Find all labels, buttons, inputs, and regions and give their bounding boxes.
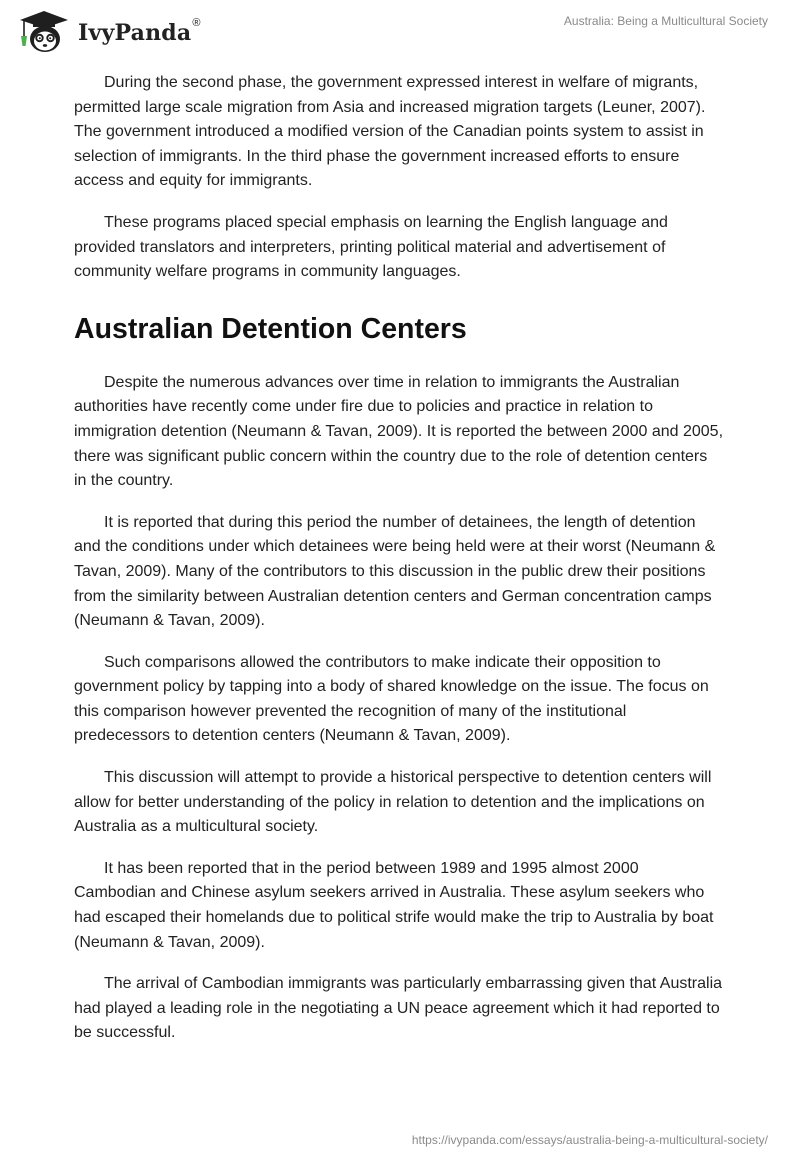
paragraph-3: Despite the numerous advances over time in relation to immigrants the Australian authorities have recently come under fire due to policies and practice in relation to immigration detention (Neumann & Tavan, 2009). It is reported the between 2000 and 2005, there was significant public concern within the country due to the role of detention centers in the country. bbox=[74, 373, 724, 490]
document-title: Australia: Being a Multicultural Society bbox=[563, 14, 768, 28]
page-header bbox=[0, 0, 800, 64]
brand-name: IvyPanda bbox=[78, 20, 192, 46]
paragraph-1: During the second phase, the government expressed interest in welfare of migrants, permitted large scale migration from Asia and increased migration targets (Leuner, 2007). The government introduced a modified version of the Canadian points system to assist in selection of immigrants. In the third phase the government increased efforts to ensure access and equity for immigrants. bbox=[74, 74, 706, 190]
panda-graduate-icon bbox=[16, 8, 72, 56]
paragraph-8: The arrival of Cambodian immigrants was particularly embarrassing given that Australia had played a leading role in the negotiating a UN peace agreement which it had reported to be successful. bbox=[74, 975, 723, 1042]
source-url[interactable]: https://ivypanda.com/essays/australia-being-a-multicultural-society/ bbox=[411, 1133, 768, 1147]
ivypanda-logo[interactable] bbox=[16, 8, 200, 56]
paragraph-4: It is reported that during this period the number of detainees, the length of detention and the conditions under which detainees were being held were at their worst (Neumann & Tavan, 2009). Many of the contributors to this discussion in the public drew their positions from the similarity between Australian detention centers and German concentration camps (Neumann & Tavan, 2009). bbox=[74, 513, 716, 630]
paragraph-6: This discussion will attempt to provide a historical perspective to detention centers will allow for better understanding of the policy in relation to detention and the implications on Australia as a multicultural society. bbox=[74, 769, 712, 836]
registered-mark: ® bbox=[192, 17, 201, 29]
paragraph-5: Such comparisons allowed the contributors to make indicate their opposition to government policy by tapping into a body of shared knowledge on the issue. The focus on this comparison however prevented the recognition of many of the institutional predecessors to detention centers (Neumann & Tavan, 2009). bbox=[74, 653, 709, 745]
section-heading: Australian Detention Centers bbox=[74, 312, 467, 345]
essay-content bbox=[74, 71, 724, 1063]
paragraph-2: These programs placed special emphasis on learning the English language and provided translators and interpreters, printing political material and advertisement of community welfare programs in community languages. bbox=[74, 213, 668, 281]
paragraph-7: It has been reported that in the period between 1989 and 1995 almost 2000 Cambodian and Chinese asylum seekers arrived in Australia. These asylum seekers who had escaped their homelands due to political strife would make the trip to Australia by boat (Neumann & Tavan, 2009). bbox=[74, 859, 714, 951]
